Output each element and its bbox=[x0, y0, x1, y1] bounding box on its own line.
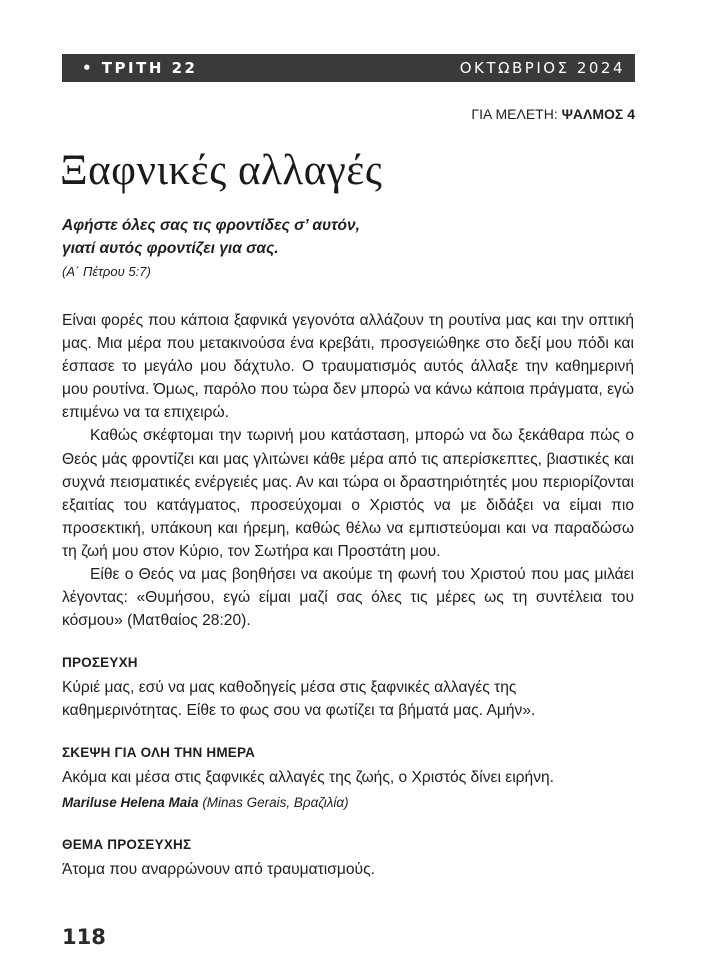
thought-text: Ακόμα και μέσα στις ξαφνικές αλλαγές της ζωής, ο Χριστός δίνει ειρήνη. bbox=[62, 769, 555, 786]
prayer-heading: ΠΡΟΣΕΥΧΗ bbox=[62, 655, 138, 670]
page-number: 118 bbox=[62, 925, 106, 949]
author-name: Mariluse Helena Maia bbox=[62, 795, 199, 810]
thought-heading: ΣΚΕΨΗ ΓΙΑ ΟΛΗ ΤΗΝ ΗΜΕΡΑ bbox=[62, 745, 256, 760]
body-paragraph-1: Είναι φορές που κάποια ξαφνικά γεγονότα αλλάζουν τη ρουτίνα μας και την οπτική μας. Μια μέρα που μετακινούσα ένα κρεβάτι, προσγειώθηκε στο δεξί μου πόδι και έσπασε το μεγάλο μου δάχτυλο. Ο τραυματισμός αυτός άλλαξε την καθημερινή μου ρουτίνα. Όμως, παρόλο που τώρα δεν μπορώ να κάνω κάποια πράγματα, εγώ επιμένω να τα επιχειρώ. bbox=[62, 312, 634, 422]
verse-line-2: γιατί αυτός φροντίζει για σας. bbox=[62, 240, 279, 257]
key-verse bbox=[62, 214, 622, 260]
date-header-bar bbox=[62, 54, 635, 82]
study-passage: ΨΑΛΜΟΣ 4 bbox=[561, 106, 635, 122]
header-month-year: ΟΚΤΩΒΡΙΟΣ 2024 bbox=[459, 59, 625, 77]
verse-line-1: Αφήστε όλες σας τις φροντίδες σ’ αυτόν, bbox=[62, 217, 360, 234]
devotional-body bbox=[62, 309, 634, 632]
study-reference bbox=[471, 106, 635, 122]
prayer-topic-text: Άτομα που αναρρώνουν από τραυματισμούς. bbox=[62, 861, 375, 878]
author-line bbox=[62, 795, 349, 810]
verse-reference: (Α΄ Πέτρου 5:7) bbox=[62, 264, 151, 279]
body-paragraph-3: Είθε ο Θεός να μας βοηθήσει να ακούμε τη φωνή του Χριστού που μας μιλάει λέγοντας: «Θυμήσου, εγώ είμαι μαζί σας όλες τις μέρες ως τη συντέλεια του κόσμου» (Ματθαίος 28:20). bbox=[62, 566, 634, 630]
prayer-text: Κύριέ μας, εσύ να μας καθοδηγείς μέσα στις ξαφνικές αλλαγές της καθημερινότητας. Είθε το φως σου να φωτίζει τα βήματά μας. Αμήν». bbox=[62, 679, 536, 720]
author-place: (Minas Gerais, Βραζιλία) bbox=[198, 795, 349, 810]
prayer-topic-heading: ΘΕΜΑ ΠΡΟΣΕΥΧΗΣ bbox=[62, 837, 192, 852]
study-label: ΓΙΑ ΜΕΛΕΤΗ: bbox=[471, 106, 562, 122]
header-day: • ΤΡΙΤΗ 22 bbox=[82, 59, 198, 77]
page-title: Ξαφνικές αλλαγές bbox=[60, 147, 383, 194]
body-paragraph-2: Καθώς σκέφτομαι την τωρινή μου κατάσταση, μπορώ να δω ξεκάθαρα πώς ο Θεός μάς φροντίζει και μας γλιτώνει κάθε μέρα από τις απερίσκεπτες, βιαστικές και συχνά πεισματικές ενέργειές μας. Αν και τώρα οι δραστηριότητές μου περιορίζονται εξαιτίας του κατάγματος, προσεύχομαι ο Χριστός να με διδάξει να είμαι πιο προσεκτική, υπάκουη και ήρεμη, καθώς θέλω να εμπιστεύομαι και να παραδώσω τη ζωή μου στον Κύριο, τον Σωτήρα και Προστάτη μου. bbox=[62, 427, 634, 560]
